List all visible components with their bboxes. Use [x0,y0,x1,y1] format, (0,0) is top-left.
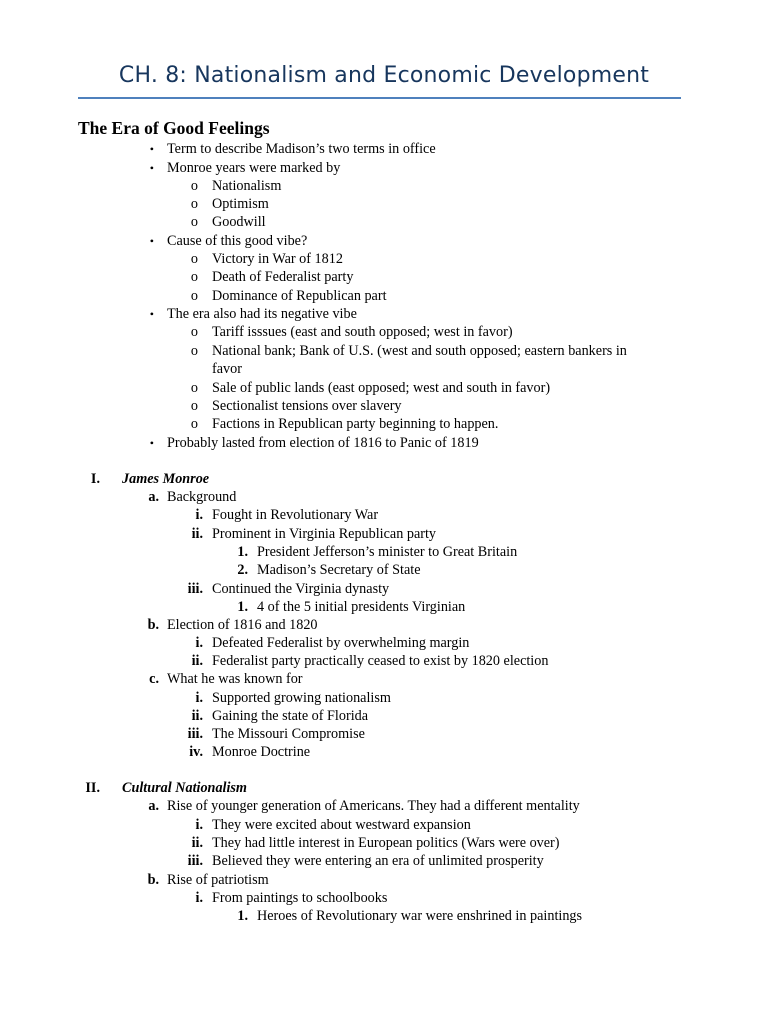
bullet-marker: • [149,142,154,156]
outline-item: The Missouri Compromise [212,726,365,742]
list-item: Factions in Republican party beginning to happen. [212,416,499,432]
roman-sub-marker: i. [195,507,203,523]
roman-sub-marker: iv. [189,744,203,760]
outline-item: Heroes of Revolutionary war were enshrined in paintings [257,908,583,924]
bullet-marker: • [149,161,154,175]
list-item: Probably lasted from election of 1816 to Panic of 1819 [167,435,479,451]
outline-item: From paintings to schoolbooks [212,890,388,906]
roman-sub-marker: ii. [191,653,203,669]
outline-item: 4 of the 5 initial presidents Virginian [257,599,466,615]
outline-item: Federalist party practically ceased to exist by 1820 election [212,653,549,669]
sub-bullet-marker: o [190,380,198,396]
title-divider [78,97,681,99]
bullet-marker: • [149,307,154,321]
outline-item: Monroe Doctrine [212,744,311,760]
sub-bullet-marker: o [190,214,198,230]
roman-sub-marker: ii. [191,526,203,542]
bullet-marker: • [149,234,154,248]
outline-item: Defeated Federalist by overwhelming margin [212,635,470,651]
sub-bullet-marker: o [190,343,198,359]
list-item: Victory in War of 1812 [212,251,343,267]
list-item: Death of Federalist party [212,269,354,285]
outline-item: Prominent in Virginia Republican party [212,526,437,542]
list-item: Optimism [212,196,269,212]
letter-marker: b. [147,872,159,888]
section-heading: The Era of Good Feelings [78,118,270,138]
outline-item: Background [167,489,237,505]
roman-marker: I. [90,471,100,487]
list-item: Nationalism [212,178,282,194]
roman-sub-marker: i. [195,690,203,706]
list-item: Goodwill [212,214,266,230]
list-item-continuation: favor [212,361,242,377]
letter-marker: b. [147,617,159,633]
outline-item: Gaining the state of Florida [212,708,369,724]
list-item: Term to describe Madison’s two terms in office [167,141,436,157]
outline-item: President Jefferson’s minister to Great Britain [257,544,518,560]
list-item: Tariff isssues (east and south opposed; west in favor) [212,324,513,340]
list-item: Sectionalist tensions over slavery [212,398,402,414]
roman-sub-marker: iii. [187,581,203,597]
sub-bullet-marker: o [190,416,198,432]
list-item: Sale of public lands (east opposed; west and south in favor) [212,380,551,396]
roman-sub-marker: iii. [187,726,203,742]
outline-item: Rise of patriotism [167,872,269,888]
number-marker: 1. [237,908,248,924]
roman-sub-marker: iii. [187,853,203,869]
outline-heading: Cultural Nationalism [122,780,247,796]
outline-item: Supported growing nationalism [212,690,391,706]
list-item: The era also had its negative vibe [167,306,357,322]
list-item: Cause of this good vibe? [167,233,308,249]
letter-marker: a. [148,798,159,814]
number-marker: 1. [237,544,248,560]
outline-item: Believed they were entering an era of unlimited prosperity [212,853,544,869]
sub-bullet-marker: o [190,178,198,194]
outline-item: Fought in Revolutionary War [212,507,379,523]
roman-marker: II. [85,780,100,796]
sub-bullet-marker: o [190,251,198,267]
sub-bullet-marker: o [190,269,198,285]
sub-bullet-marker: o [190,288,198,304]
number-marker: 1. [237,599,248,615]
outline-item: Election of 1816 and 1820 [167,617,318,633]
roman-sub-marker: ii. [191,708,203,724]
sub-bullet-marker: o [190,398,198,414]
outline-item: They had little interest in European politics (Wars were over) [212,835,560,851]
list-item: National bank; Bank of U.S. (west and south opposed; eastern bankers in [212,343,627,359]
number-marker: 2. [237,562,248,578]
letter-marker: c. [149,671,159,687]
outline-item: Madison’s Secretary of State [257,562,421,578]
sub-bullet-marker: o [190,324,198,340]
letter-marker: a. [148,489,159,505]
outline-item: Rise of younger generation of Americans. They had a different mentality [167,798,580,814]
outline-item: Continued the Virginia dynasty [212,581,390,597]
outline-item: What he was known for [167,671,303,687]
page-title: CH. 8: Nationalism and Economic Development [118,63,650,88]
roman-sub-marker: i. [195,817,203,833]
sub-bullet-marker: o [190,196,198,212]
outline-item: They were excited about westward expansion [212,817,471,833]
list-item: Monroe years were marked by [167,160,341,176]
bullet-marker: • [149,436,154,450]
roman-sub-marker: ii. [191,835,203,851]
list-item: Dominance of Republican part [212,288,387,304]
roman-sub-marker: i. [195,890,203,906]
outline-heading: James Monroe [122,471,210,487]
roman-sub-marker: i. [195,635,203,651]
